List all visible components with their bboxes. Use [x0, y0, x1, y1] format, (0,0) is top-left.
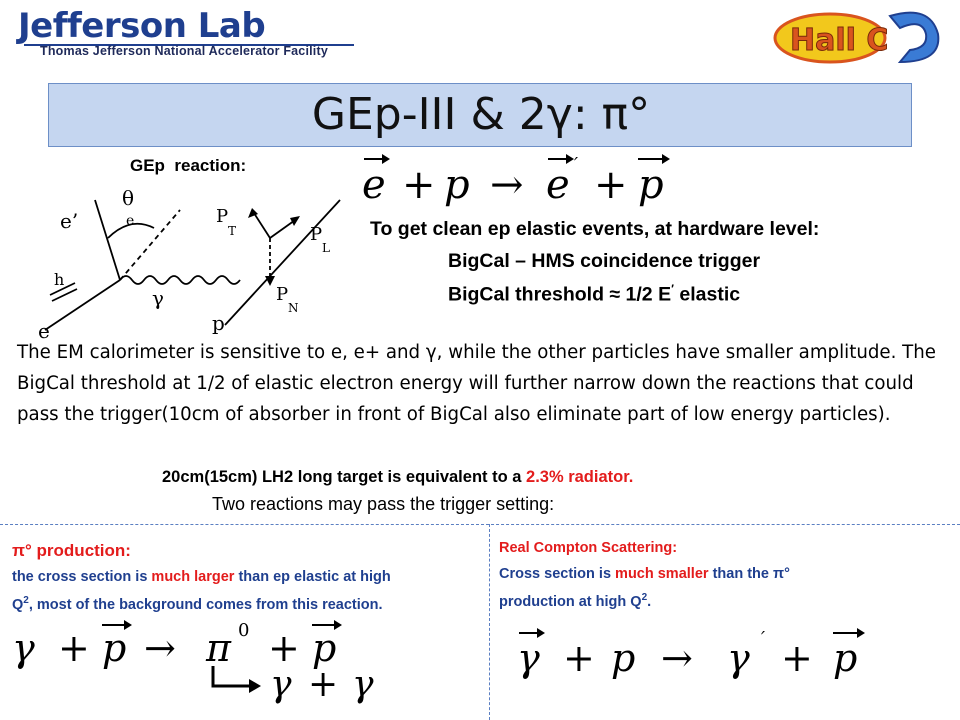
rcs-equation [515, 628, 875, 688]
label-pl: P [310, 224, 323, 245]
threshold-text: BigCal threshold ≈ 1/2 E [448, 283, 672, 306]
threshold-prime: ′ [671, 282, 674, 296]
label-helicity: h [54, 270, 65, 289]
eq-recoil-proton: p [833, 636, 858, 680]
vector-arrow-icon [364, 158, 388, 160]
section-divider-horizontal [0, 524, 960, 525]
virtual-photon-wave [120, 276, 240, 284]
c-swoosh-icon [890, 13, 938, 62]
eq-arrow: → [661, 636, 693, 680]
decay-line [213, 666, 253, 686]
gep-reaction-label: GEp reaction: [130, 156, 247, 175]
label-pl-sub: L [322, 241, 330, 255]
pi0-description-line-2 [12, 590, 383, 616]
label-pn-sub: N [288, 301, 299, 315]
label-theta-sub: e [126, 213, 135, 229]
vector-arrow-icon [833, 632, 863, 634]
two-reactions-caption: Two reactions may pass the trigger setting: [212, 494, 555, 514]
label-pt-sub: T [228, 224, 237, 238]
scattered-electron-line [95, 200, 120, 280]
eq-plus: + [402, 162, 436, 208]
eq-plus: + [781, 636, 813, 680]
rcs-text: Cross section is [499, 566, 616, 582]
section-divider-vertical [489, 524, 490, 720]
rcs-highlight: much smaller [615, 566, 709, 582]
arrowhead-icon [290, 216, 300, 226]
eq-prime: ′ [761, 628, 766, 649]
radiator-highlight: 2.3% radiator. [526, 468, 634, 486]
label-theta: θ [122, 186, 135, 210]
eq-photon: γ [12, 626, 35, 670]
label-pn: P [276, 284, 289, 305]
eq-scattered-electron: e [546, 162, 570, 208]
eq-proton: p [444, 162, 470, 208]
rcs-text: production at high Q [499, 593, 642, 610]
rcs-text: . [647, 593, 652, 610]
eq-scattered-photon: γ [727, 636, 750, 680]
pi0-text: than ep elastic at high [234, 569, 391, 585]
eq-recoil-proton: p [312, 626, 337, 670]
helicity-arrow [52, 289, 77, 301]
eq-arrow: → [490, 162, 524, 208]
eq-plus: + [563, 636, 595, 680]
page-title: GEp-III & 2γ: π° [311, 89, 651, 140]
pi0-section-title: π° production: [12, 541, 131, 560]
eq-plus: + [594, 162, 628, 208]
rcs-text: than the π° [708, 566, 790, 582]
gep-equation [360, 150, 690, 210]
eq-photon: γ [270, 664, 292, 705]
scattering-diagram [30, 180, 360, 340]
eq-pion-charge: 0 [238, 620, 250, 641]
hall-logo-text: Hall C [790, 23, 889, 58]
eq-arrow: → [144, 626, 176, 670]
eq-proton: p [611, 636, 636, 680]
proton-track-line [225, 200, 340, 325]
vector-arrow-icon [548, 158, 572, 160]
rcs-sup: 2 [641, 592, 648, 603]
eq-plus: + [58, 626, 90, 670]
eq-pion: π [206, 626, 231, 670]
pi0-sup: 2 [23, 595, 29, 606]
hardware-line-2: BigCal – HMS coincidence trigger [448, 250, 761, 272]
hall-c-logo [770, 4, 945, 66]
lab-subtitle: Thomas Jefferson National Accelerator Facility [40, 44, 328, 58]
threshold-suffix: elastic [673, 283, 741, 306]
label-p: p [212, 311, 225, 335]
eq-photon: γ [352, 664, 374, 705]
eq-plus: + [268, 626, 300, 670]
pi0-text: Q [12, 596, 24, 613]
vector-arrow-icon [638, 158, 668, 160]
label-e-prime: e’ [60, 209, 79, 233]
title-banner [48, 83, 912, 147]
lab-name: Jefferson Lab [18, 6, 266, 46]
eq-plus: + [308, 664, 339, 705]
calorimeter-paragraph: The EM calorimeter is sensitive to e, e+ and γ, while the other particles have smaller amplitude. The BigCal threshold at 1/2 of elastic electron energy will further narrow down the reactions that could pass the trigger(10cm of absorber in front of BigCal also eliminate part of low energy particles). [17, 342, 936, 425]
decay-equation [266, 660, 406, 710]
target-statement [162, 468, 633, 487]
pi0-highlight: much larger [151, 569, 235, 585]
eq-electron: e [362, 162, 386, 208]
vector-arrow-icon [312, 624, 340, 626]
rcs-section-title: Real Compton Scattering: [499, 540, 678, 556]
jefferson-lab-logo [10, 6, 355, 56]
hardware-line-3 [448, 282, 740, 307]
pi0-text: the cross section is [12, 569, 152, 585]
eq-proton: p [102, 626, 127, 670]
pi0-description-line-1 [12, 566, 391, 588]
decay-arrow-icon [205, 664, 265, 694]
label-e: e [38, 319, 50, 340]
label-gamma: γ [152, 286, 164, 310]
rcs-description-line-1 [499, 563, 790, 585]
label-pt: P [216, 206, 229, 227]
target-text: 20cm(15cm) LH2 long target is equivalent to a [162, 468, 527, 486]
arrowhead-icon [249, 679, 261, 693]
pi0-text: , most of the background comes from this reaction. [28, 596, 383, 613]
vector-arrow-icon [102, 624, 130, 626]
vector-arrow-icon [519, 632, 543, 634]
hardware-line-1: To get clean ep elastic events, at hardware level: [370, 218, 820, 240]
eq-recoil-proton: p [638, 162, 664, 208]
rcs-description-line-2 [499, 587, 651, 613]
eq-prime: ′ [574, 154, 579, 175]
eq-photon: γ [517, 636, 540, 680]
